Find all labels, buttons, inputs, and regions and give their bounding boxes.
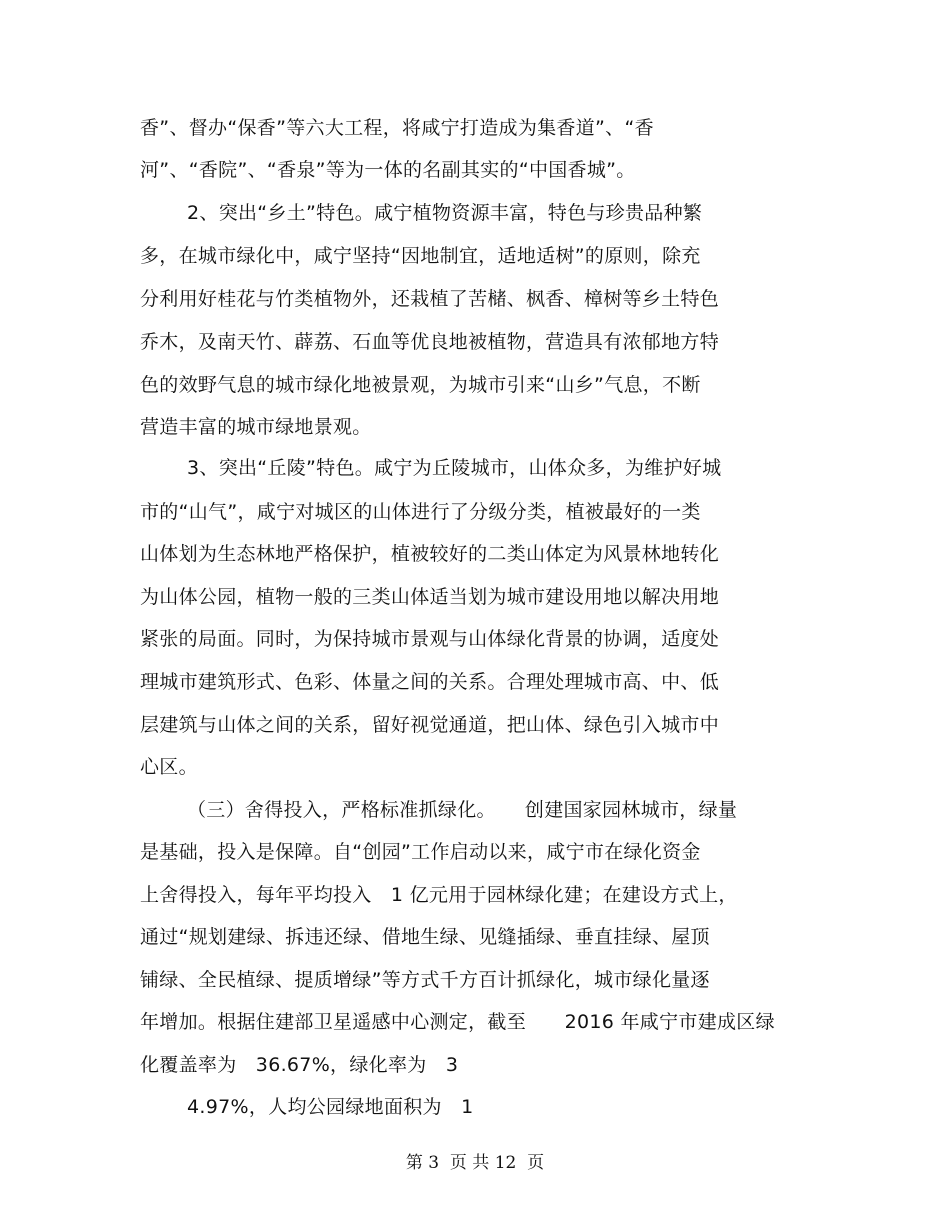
text-line: 色的效野气息的城市绿化地被景观，为城市引来“山乡”气息，不断 (140, 374, 701, 396)
text-line: 河”、“香院”、“香泉”等为一体的名副其实的“中国香城”。 (140, 159, 636, 181)
text-line: 紧张的局面。同时，为保持城市景观与山体绿化背景的协调，适度处 (140, 628, 720, 650)
text-line: 理城市建筑形式、色彩、体量之间的关系。合理处理城市高、中、低 (140, 671, 720, 693)
text-line: 是基础，投入是保障。自“创园”工作启动以来，咸宁市在绿化资金 (140, 841, 701, 863)
text-line: 层建筑与山体之间的关系，留好视觉通道，把山体、绿色引入城市中 (140, 714, 720, 736)
text-line: 铺绿、全民植绿、提质增绿”等方式千方百计抓绿化，城市绿化量逐 (140, 969, 710, 991)
text-line: 分利用好桂花与竹类植物外，还栽植了苦槠、枫香、樟树等乡土特色 (140, 288, 720, 310)
text-line: 山体划为生态林地严格保护，植被较好的二类山体定为风景林地转化 (140, 543, 720, 565)
text-line: 4.97%，人均公园绿地面积为 1 (187, 1096, 474, 1118)
text-line: 市的“山气”，咸宁对城区的山体进行了分级分类，植被最好的一类 (140, 501, 701, 523)
text-line: 年增加。根据住建部卫星遥感中心测定，截至 2016 年咸宁市建成区绿 (140, 1011, 775, 1033)
text-line: 营造丰富的城市绿地景观。 (140, 416, 372, 438)
text-line: 化覆盖率为 36.67%，绿化率为 3 (140, 1054, 459, 1076)
text-line: 乔木，及南天竹、薜荔、石血等优良地被植物，营造具有浓郁地方特 (140, 331, 720, 353)
page-number: 第 3 页 共 12 页 (405, 1153, 545, 1173)
text-line: 通过“规划建绿、拆违还绿、借地生绿、见缝插绿、垂直挂绿、屋顶 (140, 926, 710, 948)
text-line: 3、突出“丘陵”特色。咸宁为丘陵城市，山体众多，为维护好城 (187, 457, 722, 479)
text-line: 为山体公园，植物一般的三类山体适当划为城市建设用地以解决用地 (140, 586, 720, 608)
text-line: 2、突出“乡土”特色。咸宁植物资源丰富，特色与珍贵品种繁 (187, 202, 703, 224)
text-line: 多，在城市绿化中，咸宁坚持“因地制宜，适地适树”的原则，除充 (140, 245, 701, 267)
text-line: 心区。 (140, 756, 198, 778)
text-line: （三）舍得投入，严格标准抓绿化。 创建国家园林城市，绿量 (187, 799, 738, 821)
text-line: 香”、督办“保香”等六大工程，将咸宁打造成为集香道”、“香 (140, 117, 654, 139)
text-line: 上舍得投入，每年平均投入 1 亿元用于园林绿化建；在建设方式上， (140, 884, 738, 906)
